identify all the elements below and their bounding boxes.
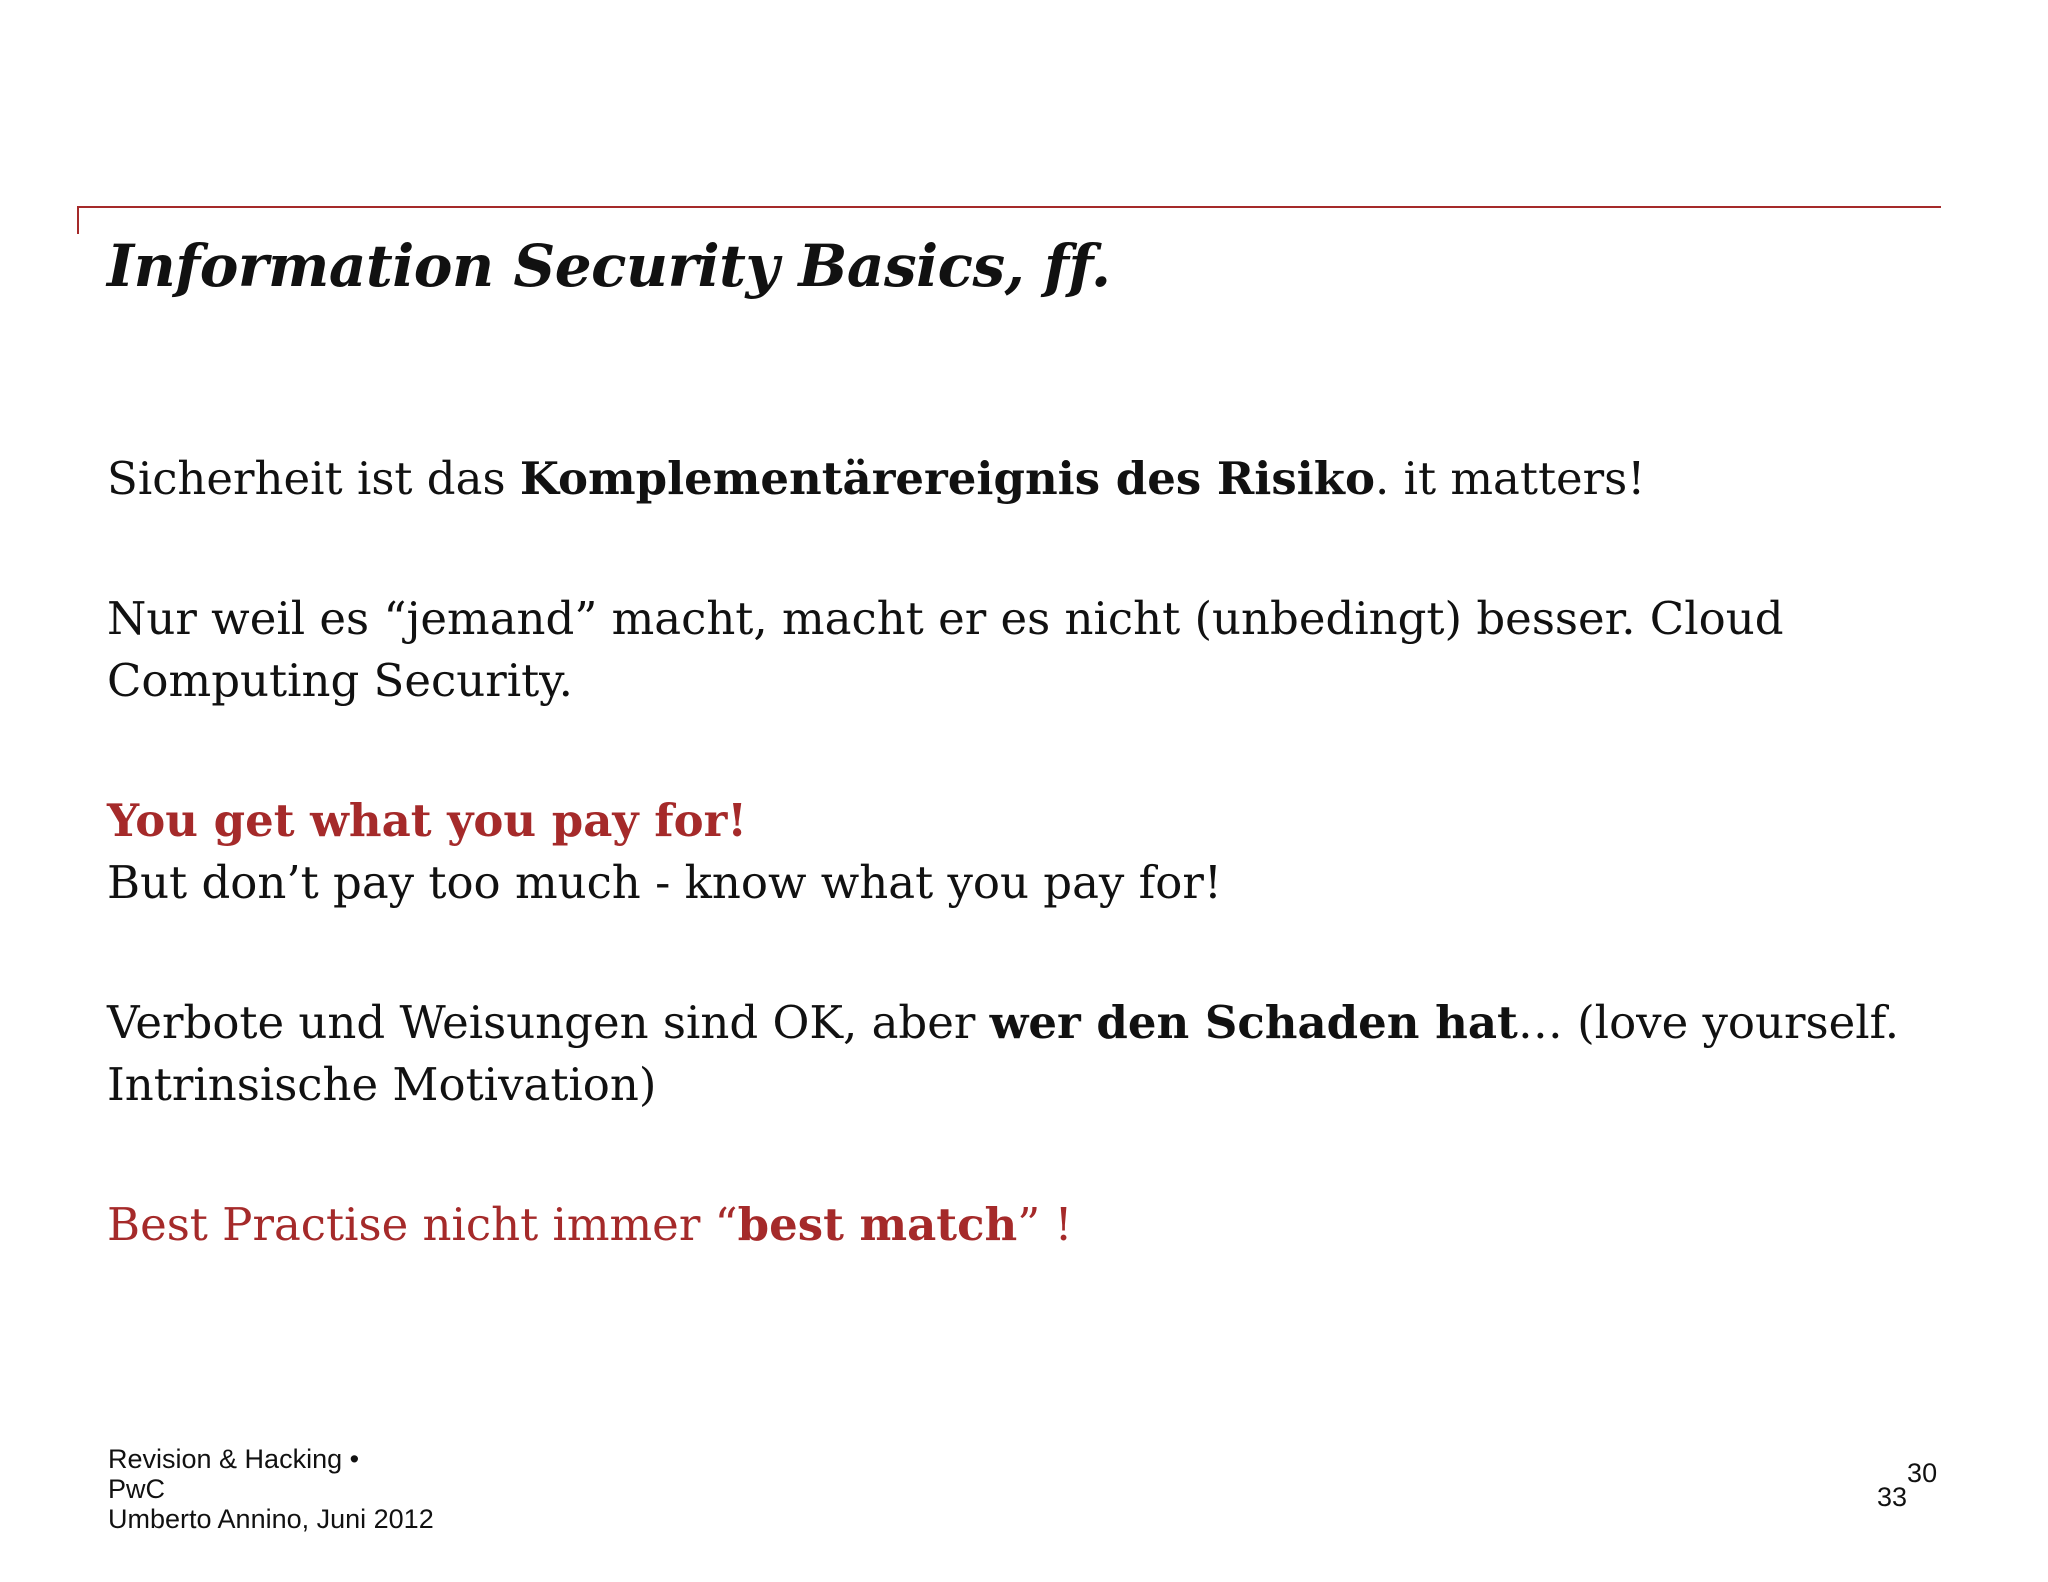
slide-body bbox=[107, 448, 1947, 1256]
footer bbox=[108, 1444, 434, 1534]
paragraph-risk-emphasis: Komplementärereignis des Risiko bbox=[519, 452, 1375, 505]
page-number-superscript: 30 bbox=[1907, 1458, 1938, 1488]
paragraph-best-practise bbox=[107, 1194, 1947, 1256]
paragraph-rules bbox=[107, 992, 1947, 1116]
paragraph-risk-tail: . it matters! bbox=[1374, 452, 1646, 505]
paragraph-cloud bbox=[107, 588, 1947, 712]
footer-company: PwC bbox=[108, 1474, 166, 1504]
paragraph-best-practise-emphasis: best match bbox=[737, 1198, 1018, 1251]
paragraph-pay-line2: But don’t pay too much - know what you pay for! bbox=[107, 856, 1222, 909]
footer-event: Revision & Hacking • bbox=[108, 1444, 360, 1474]
paragraph-best-practise-tail: ” ! bbox=[1017, 1198, 1073, 1251]
paragraph-rules-tail: … (love yourself. bbox=[1517, 996, 1899, 1049]
page-number-main: 33 bbox=[1877, 1482, 1908, 1512]
paragraph-rules-text: Verbote und Weisungen sind OK, aber bbox=[107, 996, 990, 1049]
footer-author-date: Umberto Annino, Juni 2012 bbox=[108, 1504, 434, 1534]
paragraph-risk bbox=[107, 448, 1947, 510]
paragraph-pay-highlight: You get what you pay for! bbox=[107, 794, 748, 847]
paragraph-cloud-line1: Nur weil es “jemand” macht, macht er es nicht (unbedingt) besser. Cloud bbox=[107, 592, 1784, 645]
slide-title: Information Security Basics, ff. bbox=[107, 232, 1111, 300]
paragraph-best-practise-text: Best Practise nicht immer “ bbox=[107, 1198, 738, 1251]
title-bracket-rule bbox=[77, 206, 1941, 234]
page-number bbox=[1877, 1458, 1938, 1513]
paragraph-cloud-line2: Computing Security. bbox=[107, 654, 573, 707]
paragraph-rules-line2: Intrinsische Motivation) bbox=[107, 1058, 657, 1111]
paragraph-risk-text: Sicherheit ist das bbox=[107, 452, 520, 505]
paragraph-pay bbox=[107, 790, 1947, 914]
paragraph-rules-emphasis: wer den Schaden hat bbox=[989, 996, 1518, 1049]
